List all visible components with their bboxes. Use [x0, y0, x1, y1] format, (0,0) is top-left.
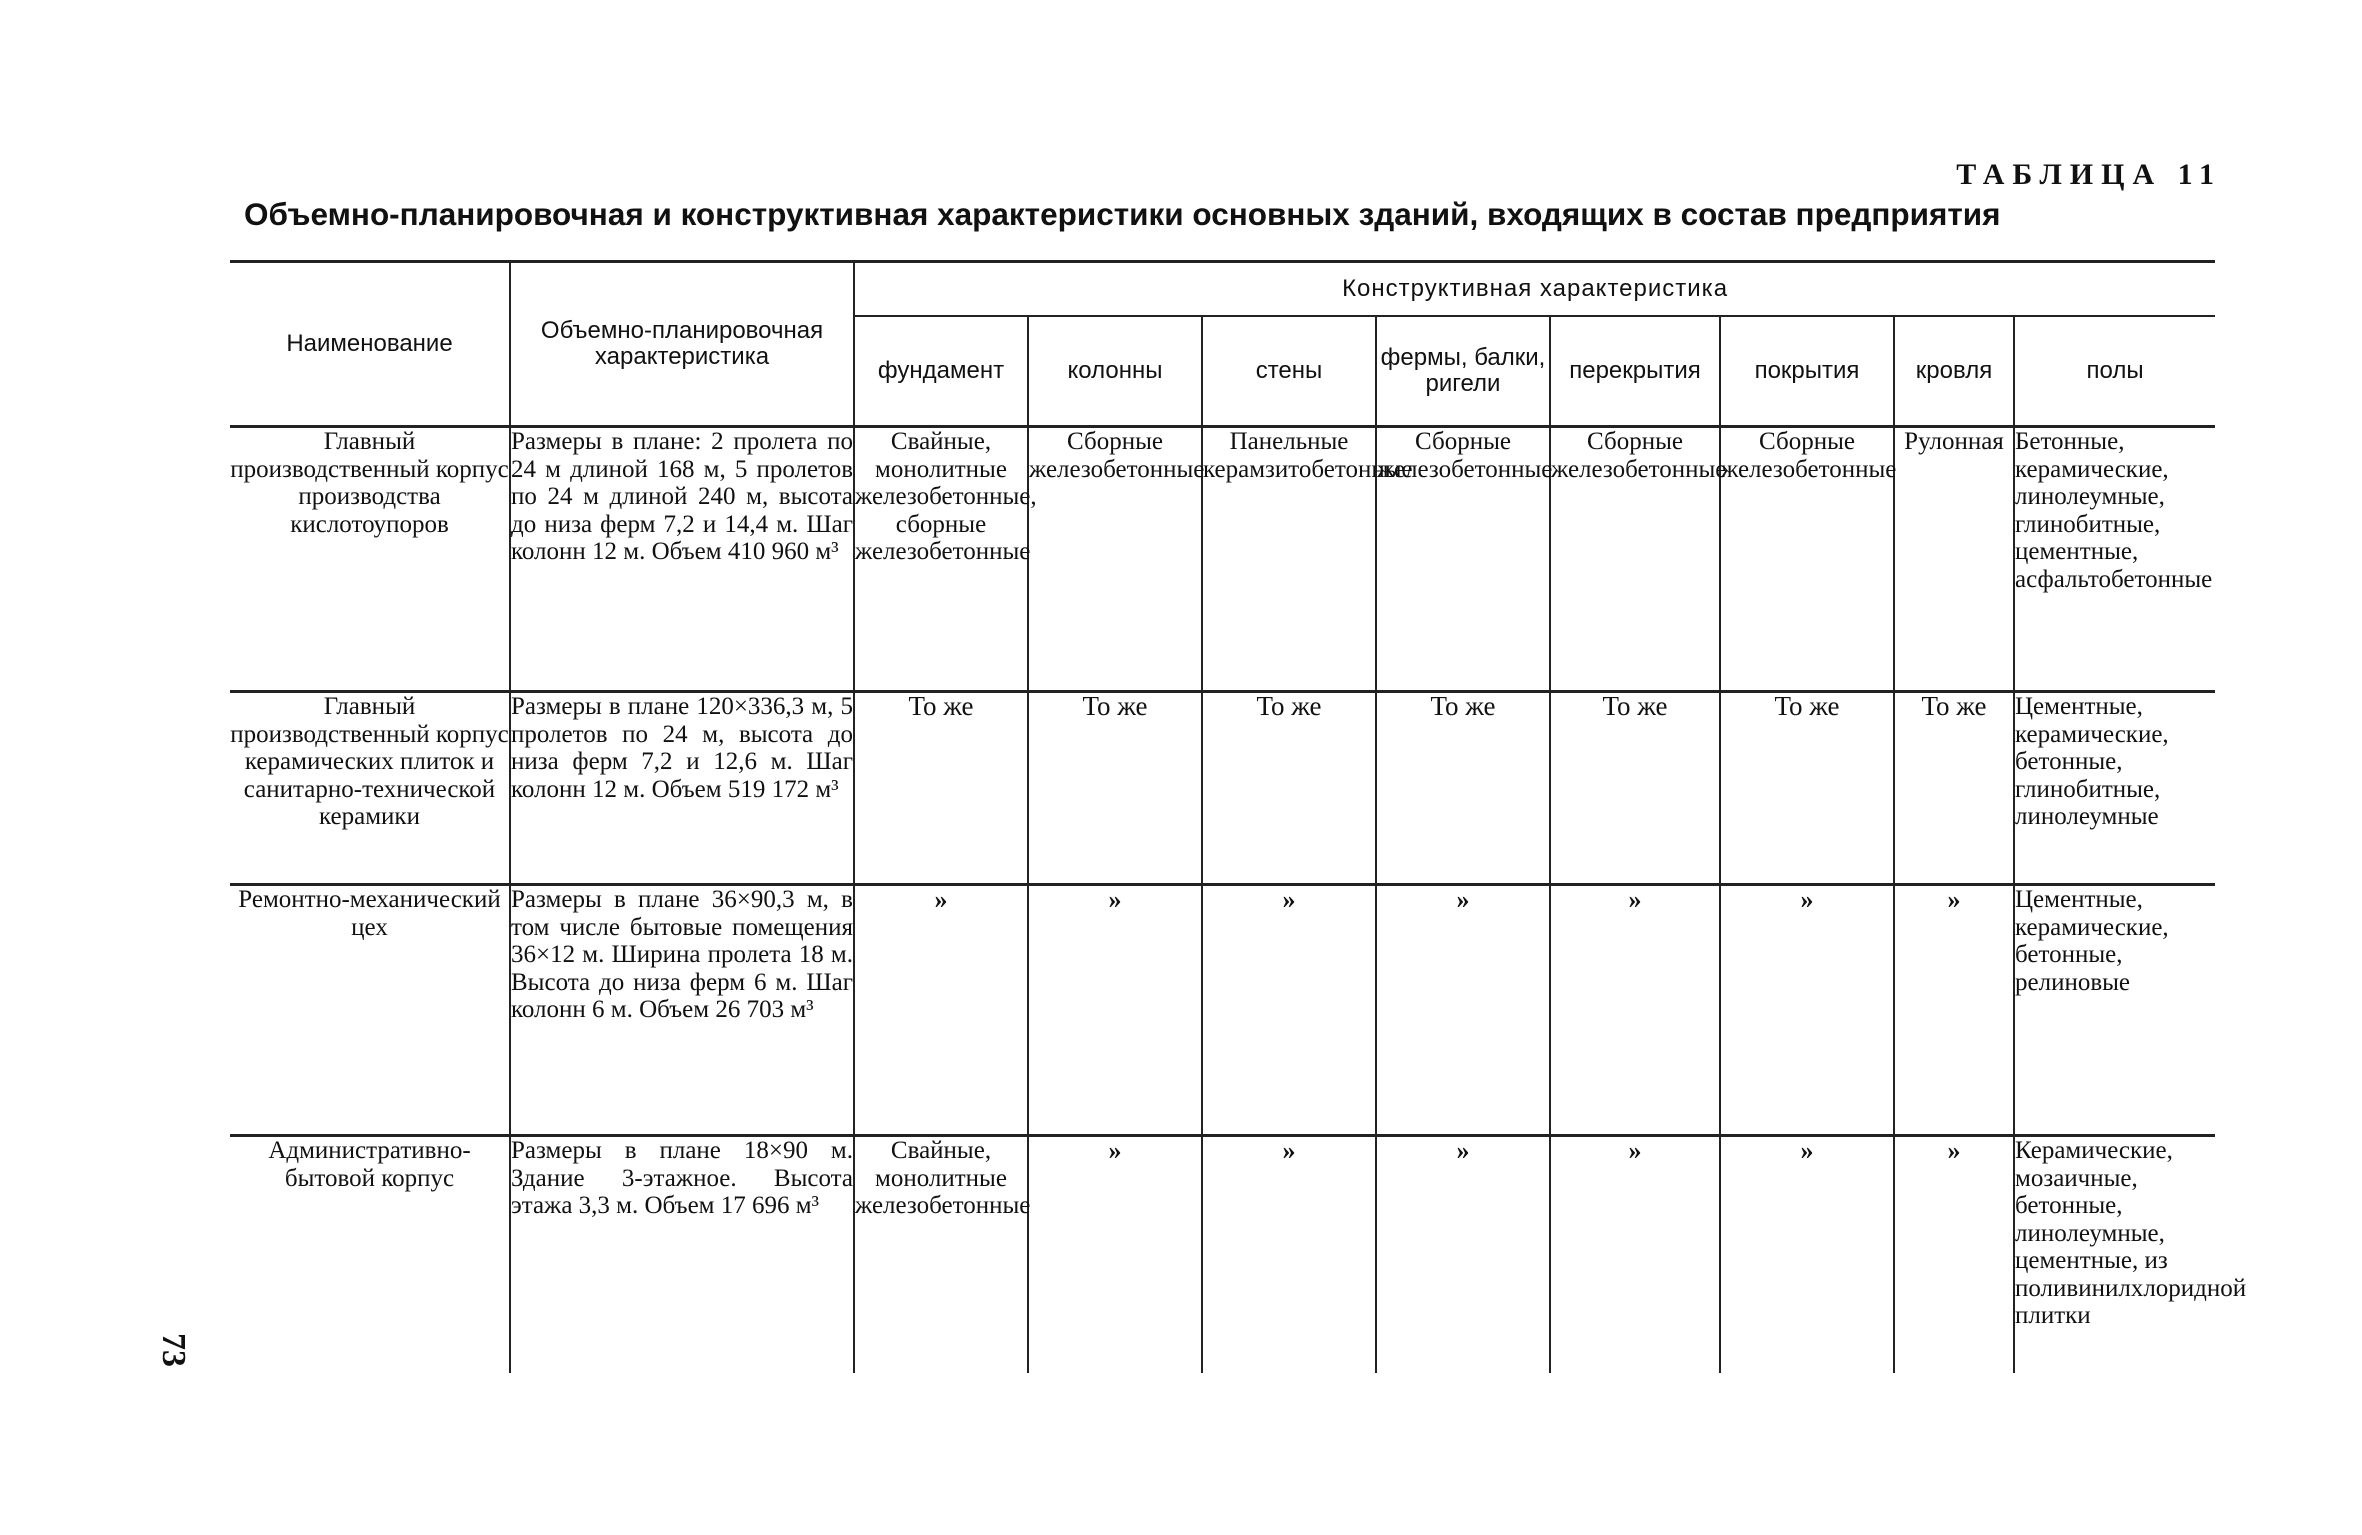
page-number: 73	[155, 1333, 192, 1367]
building-name: Административно-бытовой корпус	[230, 1136, 510, 1374]
header-floors-slabs: перекрытия	[1550, 316, 1720, 427]
floor-slabs-cell: То же	[1550, 692, 1720, 885]
walls-cell: То же	[1202, 692, 1376, 885]
foundation-cell: То же	[854, 692, 1028, 885]
table-row	[230, 1136, 2215, 1374]
header-foundation: фундамент	[854, 316, 1028, 427]
header-name: Наименование	[230, 262, 510, 427]
table-row	[230, 427, 2215, 692]
columns-cell: Сборные железобетонные	[1028, 427, 1202, 692]
header-roofing-slabs: покрытия	[1720, 316, 1894, 427]
volume-description: Размеры в плане 120×336,3 м, 5 пролетов по 24 м, высота до низа ферм 7,2 и 12,6 м. Шаг колонн 12 м. Объем 519 172 м³	[510, 692, 854, 885]
floors-cell: Цементные, керамические, бетонные, глинобитные, линолеумные	[2014, 692, 2215, 885]
building-name: Главный производственный корпус производства кислотоупоров	[230, 427, 510, 692]
roof-cell: »	[1894, 885, 2014, 1136]
floor-slabs-cell: Сборные железобетонные	[1550, 427, 1720, 692]
trusses-cell: »	[1376, 885, 1550, 1136]
volume-description: Размеры в плане: 2 пролета по 24 м длиной 168 м, 5 пролетов по 24 м длиной 240 м, высота до низа ферм 7,2 и 14,4 м. Шаг колонн 12 м. Объем 410 960 м³	[510, 427, 854, 692]
walls-cell: »	[1202, 885, 1376, 1136]
volume-description: Размеры в плане 36×90,3 м, в том числе бытовые помещения 36×12 м. Ширина пролета 18 м. Высота до низа ферм 6 м. Шаг колонн 6 м. Объем 26 703 м³	[510, 885, 854, 1136]
floors-cell: Цементные, керамические, бетонные, релиновые	[2014, 885, 2215, 1136]
columns-cell: »	[1028, 885, 1202, 1136]
columns-cell: То же	[1028, 692, 1202, 885]
building-name: Главный производственный корпус керамических плиток и санитарно-технической керамики	[230, 692, 510, 885]
roof-cell: То же	[1894, 692, 2014, 885]
table-label: ТАБЛИЦА 11	[1956, 158, 2222, 191]
walls-cell: Панельные керамзитобетонные	[1202, 427, 1376, 692]
roof-cell: Рулонная	[1894, 427, 2014, 692]
trusses-cell: »	[1376, 1136, 1550, 1374]
header-roof: кровля	[1894, 316, 2014, 427]
header-construction-group: Конструктивная характеристика	[854, 262, 2215, 317]
floors-cell: Бетонные, керамические, линолеумные, глинобитные, цементные, асфальтобетонные	[2014, 427, 2215, 692]
header-columns: колонны	[1028, 316, 1202, 427]
header-walls: стены	[1202, 316, 1376, 427]
trusses-cell: То же	[1376, 692, 1550, 885]
foundation-cell: Свайные, монолитные железобетонные, сборные железобетонные	[854, 427, 1028, 692]
header-volume: Объемно-планировочная характеристика	[510, 262, 854, 427]
roof-cell: »	[1894, 1136, 2014, 1374]
roof-slabs-cell: То же	[1720, 692, 1894, 885]
foundation-cell: Свайные, монолитные железобетонные	[854, 1136, 1028, 1374]
columns-cell: »	[1028, 1136, 1202, 1374]
trusses-cell: Сборные железобетонные	[1376, 427, 1550, 692]
volume-description: Размеры в плане 18×90 м. Здание 3-этажное. Высота этажа 3,3 м. Объем 17 696 м³	[510, 1136, 854, 1374]
document-title: Объемно-планировочная и конструктивная характеристики основных зданий, входящих в состав предприятия	[244, 196, 2001, 232]
table-row	[230, 692, 2215, 885]
characteristics-table	[230, 260, 2247, 1373]
header-floors: полы	[2014, 316, 2215, 427]
roof-slabs-cell: »	[1720, 1136, 1894, 1374]
floor-slabs-cell: »	[1550, 1136, 1720, 1374]
foundation-cell: »	[854, 885, 1028, 1136]
roof-slabs-cell: Сборные железобетонные	[1720, 427, 1894, 692]
building-name: Ремонтно-механический цех	[230, 885, 510, 1136]
header-trusses: фермы, балки, ригели	[1376, 316, 1550, 427]
walls-cell: »	[1202, 1136, 1376, 1374]
floor-slabs-cell: »	[1550, 885, 1720, 1136]
roof-slabs-cell: »	[1720, 885, 1894, 1136]
table-row	[230, 885, 2215, 1136]
floors-cell: Керамические, мозаичные, бетонные, линолеумные, цементные, из поливинилхлоридной плитки	[2014, 1136, 2215, 1374]
